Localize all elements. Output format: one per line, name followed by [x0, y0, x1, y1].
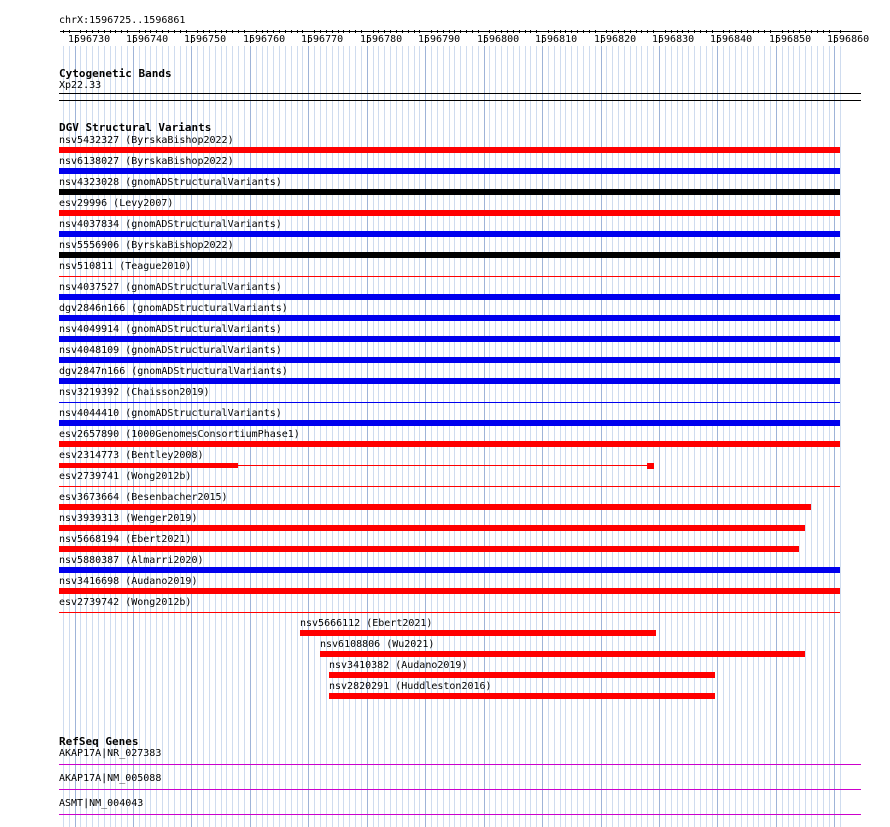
dgv-feature-label[interactable]: nsv5556906 (ByrskaBishop2022) [59, 240, 234, 251]
ruler-minor-tick [232, 30, 233, 33]
ruler-minor-tick [186, 30, 187, 33]
ruler-minor-tick [139, 30, 140, 33]
ruler-minor-tick [343, 30, 344, 33]
ruler-minor-tick [665, 30, 666, 33]
dgv-feature-line[interactable] [59, 402, 840, 403]
dgv-feature-label[interactable]: nsv3219392 (Chaisson2019) [59, 387, 210, 398]
ruler-minor-tick [215, 30, 216, 33]
ruler-minor-tick [747, 30, 748, 33]
ruler-minor-tick [799, 30, 800, 33]
ruler-minor-tick [396, 30, 397, 33]
ruler-minor-tick [285, 30, 286, 33]
refseq-track-title: RefSeq Genes [59, 735, 139, 748]
ruler-minor-tick [694, 30, 695, 33]
ruler-minor-tick [221, 30, 222, 33]
ruler-minor-tick [712, 30, 713, 33]
ruler-tick-label: 1596840 [710, 34, 753, 45]
ruler-minor-tick [115, 30, 116, 33]
ruler-minor-tick [297, 30, 298, 33]
ruler-minor-tick [150, 30, 151, 33]
ruler-minor-tick [326, 30, 327, 33]
ruler-minor-tick [332, 30, 333, 33]
dgv-feature-bar[interactable] [59, 357, 840, 363]
dgv-feature-label[interactable]: nsv2820291 (Huddleston2016) [329, 681, 492, 692]
dgv-feature-bar[interactable] [59, 210, 840, 216]
ruler-minor-tick [384, 30, 385, 33]
ruler-minor-tick [723, 30, 724, 33]
ruler-minor-tick [69, 30, 70, 33]
ruler-minor-tick [419, 30, 420, 33]
ruler-minor-tick [647, 30, 648, 33]
ruler-minor-tick [279, 30, 280, 33]
ruler-minor-tick [817, 30, 818, 33]
ruler-minor-tick [548, 30, 549, 33]
dgv-feature-label[interactable]: nsv6138027 (ByrskaBishop2022) [59, 156, 234, 167]
dgv-feature-bar[interactable] [59, 315, 840, 321]
ruler-minor-tick [606, 30, 607, 33]
ruler-minor-tick [320, 30, 321, 33]
ruler-minor-tick [595, 30, 596, 33]
ruler-range-label: chrX:1596725..1596861 [59, 15, 186, 26]
dgv-feature-bar[interactable] [59, 189, 840, 195]
ruler-minor-tick [513, 30, 514, 33]
ruler-tick-label: 1596740 [126, 34, 169, 45]
ruler-minor-tick [262, 30, 263, 33]
ruler-minor-tick [209, 30, 210, 33]
ruler-minor-tick [571, 30, 572, 33]
dgv-feature-label[interactable]: nsv3939313 (Wenger2019) [59, 513, 198, 524]
ruler-minor-tick [174, 30, 175, 33]
ruler-minor-tick [700, 30, 701, 33]
ruler-minor-tick [788, 30, 789, 33]
ruler-minor-tick [92, 30, 93, 33]
dgv-feature-label[interactable]: dgv2846n166 (gnomADStructuralVariants) [59, 303, 288, 314]
ruler-minor-tick [507, 30, 508, 33]
ruler-minor-tick [589, 30, 590, 33]
dgv-feature-bar[interactable] [59, 252, 840, 258]
ruler-minor-tick [688, 30, 689, 33]
dgv-feature-line[interactable] [59, 486, 840, 487]
ruler-minor-tick [478, 30, 479, 33]
dgv-feature-label[interactable]: esv2739742 (Wong2012b) [59, 597, 192, 608]
refseq-gene-line[interactable] [59, 789, 861, 790]
dgv-feature-bar[interactable] [329, 693, 715, 699]
ruler-tick-label: 1596780 [360, 34, 403, 45]
ruler-minor-tick [110, 30, 111, 33]
cytoband-line-top [59, 93, 861, 94]
ruler-minor-tick [349, 30, 350, 33]
ruler-minor-tick [823, 30, 824, 33]
dgv-feature-label[interactable]: nsv3416698 (Audano2019) [59, 576, 198, 587]
ruler-minor-tick [373, 30, 374, 33]
refseq-gene-line[interactable] [59, 764, 861, 765]
ruler-minor-tick [735, 30, 736, 33]
ruler-minor-tick [636, 30, 637, 33]
ruler-minor-tick [519, 30, 520, 33]
dgv-track-title: DGV Structural Variants [59, 121, 212, 134]
dgv-feature-bar[interactable] [59, 378, 840, 384]
ruler-minor-tick [378, 30, 379, 33]
ruler-minor-tick [197, 30, 198, 33]
ruler-minor-tick [577, 30, 578, 33]
dgv-feature-bar[interactable] [59, 588, 840, 594]
ruler-tick-label: 1596850 [769, 34, 812, 45]
dgv-feature-label[interactable]: nsv6108806 (Wu2021) [320, 639, 435, 650]
refseq-gene-line[interactable] [59, 814, 861, 815]
dgv-feature-label[interactable]: nsv3410382 (Audano2019) [329, 660, 468, 671]
dgv-feature-label[interactable]: nsv4037834 (gnomADStructuralVariants) [59, 219, 282, 230]
dgv-feature-bar[interactable] [59, 294, 840, 300]
ruler-minor-tick [121, 30, 122, 33]
ruler-minor-tick [630, 30, 631, 33]
dgv-feature-bar[interactable] [59, 504, 811, 510]
ruler-minor-tick [256, 30, 257, 33]
ruler-tick-label: 1596790 [418, 34, 461, 45]
ruler-minor-tick [560, 30, 561, 33]
dgv-feature-label[interactable]: esv2314773 (Bentley2008) [59, 450, 204, 461]
dgv-feature-block[interactable] [59, 463, 238, 468]
dgv-feature-bar[interactable] [59, 546, 799, 552]
dgv-feature-label[interactable]: esv2739741 (Wong2012b) [59, 471, 192, 482]
ruler-minor-tick [501, 30, 502, 33]
ruler-tick-label: 1596760 [243, 34, 286, 45]
ruler-minor-tick [653, 30, 654, 33]
ruler-tick-label: 1596770 [301, 34, 344, 45]
ruler-minor-tick [671, 30, 672, 33]
ruler-minor-tick [758, 30, 759, 33]
ruler-minor-tick [180, 30, 181, 33]
dgv-feature-label[interactable]: dgv2847n166 (gnomADStructuralVariants) [59, 366, 288, 377]
ruler-minor-tick [472, 30, 473, 33]
ruler-minor-tick [811, 30, 812, 33]
ruler-minor-tick [805, 30, 806, 33]
cytoband-xp22-33[interactable]: Xp22.33 [59, 80, 102, 91]
dgv-feature-intron[interactable] [238, 465, 647, 466]
ruler-minor-tick [454, 30, 455, 33]
dgv-feature-label[interactable]: nsv4049914 (gnomADStructuralVariants) [59, 324, 282, 335]
ruler-minor-tick [291, 30, 292, 33]
dgv-feature-label[interactable]: esv2657890 (1000GenomesConsortiumPhase1) [59, 429, 300, 440]
ruler-tick-label: 1596810 [535, 34, 578, 45]
ruler-minor-tick [156, 30, 157, 33]
dgv-feature-line[interactable] [59, 612, 840, 613]
ruler-minor-tick [530, 30, 531, 33]
ruler-minor-tick [80, 30, 81, 33]
ruler-minor-tick [203, 30, 204, 33]
cytoband-line-bottom [59, 100, 861, 101]
dgv-feature-label[interactable]: esv29996 (Levy2007) [59, 198, 174, 209]
ruler-minor-tick [145, 30, 146, 33]
ruler-minor-tick [583, 30, 584, 33]
ruler-minor-tick [443, 30, 444, 33]
ruler-minor-tick [495, 30, 496, 33]
dgv-feature-bar[interactable] [59, 168, 840, 174]
ruler-tick-label: 1596800 [477, 34, 520, 45]
ruler-minor-tick [612, 30, 613, 33]
ruler-minor-tick [104, 30, 105, 33]
dgv-feature-bar[interactable] [59, 567, 840, 573]
ruler-minor-tick [408, 30, 409, 33]
dgv-feature-bar[interactable] [300, 630, 656, 636]
ruler-minor-tick [273, 30, 274, 33]
dgv-feature-bar[interactable] [59, 231, 840, 237]
ruler-minor-tick [729, 30, 730, 33]
dgv-feature-label[interactable]: nsv5432327 (ByrskaBishop2022) [59, 135, 234, 146]
ruler-minor-tick [98, 30, 99, 33]
ruler-minor-tick [402, 30, 403, 33]
ruler-minor-tick [226, 30, 227, 33]
ruler-minor-tick [618, 30, 619, 33]
ruler-minor-tick [449, 30, 450, 33]
ruler-minor-tick [525, 30, 526, 33]
ruler-minor-tick [770, 30, 771, 33]
ruler-minor-tick [466, 30, 467, 33]
ruler-minor-tick [753, 30, 754, 33]
ruler-minor-tick [782, 30, 783, 33]
ruler-minor-tick [565, 30, 566, 33]
ruler-minor-tick [460, 30, 461, 33]
dgv-feature-bar[interactable] [59, 525, 805, 531]
ruler-minor-tick [267, 30, 268, 33]
ruler-minor-tick [554, 30, 555, 33]
dgv-feature-label[interactable]: nsv5668194 (Ebert2021) [59, 534, 192, 545]
ruler-minor-tick [682, 30, 683, 33]
dgv-feature-line[interactable] [59, 276, 840, 277]
ruler-minor-tick [127, 30, 128, 33]
ruler-minor-tick [437, 30, 438, 33]
dgv-feature-label[interactable]: nsv510811 (Teague2010) [59, 261, 192, 272]
dgv-feature-label[interactable]: nsv4048109 (gnomADStructuralVariants) [59, 345, 282, 356]
ruler-minor-tick [162, 30, 163, 33]
ruler-minor-tick [431, 30, 432, 33]
ruler-minor-tick [677, 30, 678, 33]
ruler-tick-label: 1596820 [594, 34, 637, 45]
dgv-feature-bar[interactable] [59, 336, 840, 342]
dgv-feature-bar[interactable] [320, 651, 805, 657]
ruler-minor-tick [390, 30, 391, 33]
refseq-gene-label[interactable]: AKAP17A|NR_027383 [59, 748, 162, 759]
dgv-feature-block[interactable] [647, 463, 654, 469]
ruler-minor-tick [829, 30, 830, 33]
ruler-minor-tick [244, 30, 245, 33]
ruler-minor-tick [355, 30, 356, 33]
dgv-feature-bar[interactable] [329, 672, 715, 678]
dgv-feature-label[interactable]: nsv4037527 (gnomADStructuralVariants) [59, 282, 282, 293]
ruler-minor-tick [302, 30, 303, 33]
ruler-minor-tick [706, 30, 707, 33]
ruler-minor-tick [361, 30, 362, 33]
ruler-minor-tick [624, 30, 625, 33]
dgv-feature-bar[interactable] [59, 147, 840, 153]
ruler-minor-tick [741, 30, 742, 33]
dgv-feature-label[interactable]: nsv4044410 (gnomADStructuralVariants) [59, 408, 282, 419]
ruler-minor-tick [793, 30, 794, 33]
ruler-minor-tick [338, 30, 339, 33]
refseq-gene-label[interactable]: AKAP17A|NM_005088 [59, 773, 162, 784]
dgv-feature-bar[interactable] [59, 420, 840, 426]
ruler-tick-label: 1596830 [652, 34, 695, 45]
ruler-minor-tick [168, 30, 169, 33]
ruler-minor-tick [641, 30, 642, 33]
ruler-minor-tick [536, 30, 537, 33]
ruler-minor-tick [86, 30, 87, 33]
refseq-gene-label[interactable]: ASMT|NM_004043 [59, 798, 144, 809]
ruler-tick-label: 1596860 [827, 34, 870, 45]
dgv-feature-label[interactable]: nsv5880387 (Almarri2020) [59, 555, 204, 566]
ruler-minor-tick [414, 30, 415, 33]
cytoband-track-title: Cytogenetic Bands [59, 67, 172, 80]
ruler-minor-tick [840, 30, 841, 33]
ruler-tick-label: 1596750 [184, 34, 227, 45]
dgv-feature-bar[interactable] [59, 441, 840, 447]
dgv-feature-label[interactable]: nsv5666112 (Ebert2021) [300, 618, 433, 629]
dgv-feature-label[interactable]: nsv4323028 (gnomADStructuralVariants) [59, 177, 282, 188]
ruler-minor-tick [238, 30, 239, 33]
ruler-minor-tick [63, 30, 64, 33]
ruler-minor-tick [489, 30, 490, 33]
dgv-feature-label[interactable]: esv3673664 (Besenbacher2015) [59, 492, 228, 503]
ruler-minor-tick [764, 30, 765, 33]
ruler-minor-tick [314, 30, 315, 33]
ruler-tick-label: 1596730 [68, 34, 111, 45]
